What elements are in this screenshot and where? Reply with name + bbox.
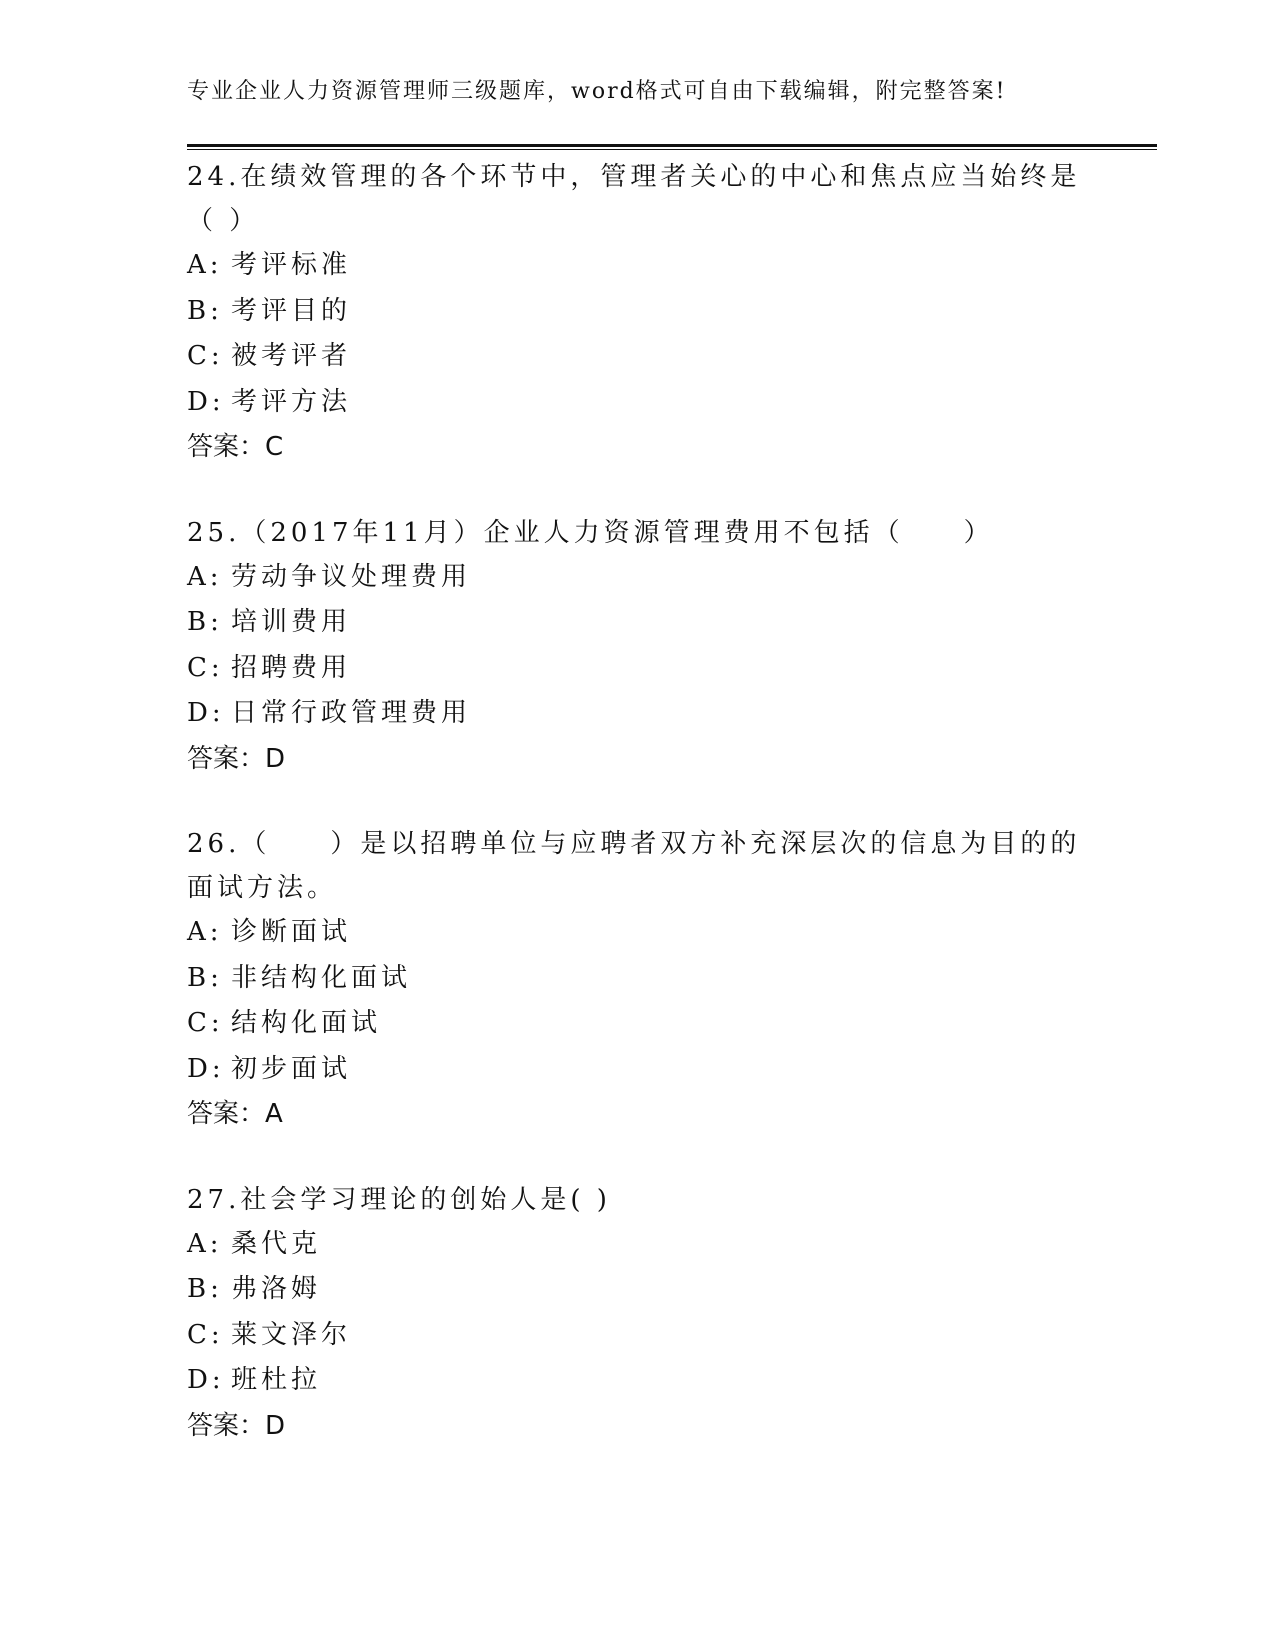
option-key: A: — [187, 250, 223, 280]
answer-label: 答案： — [187, 1099, 266, 1129]
option-text: 莱文泽尔 — [231, 1319, 352, 1350]
option-text: 结构化面试 — [231, 1008, 382, 1038]
option-text: 班杜拉 — [231, 1365, 322, 1395]
option-text: 招聘费用 — [231, 652, 352, 683]
option-d — [187, 691, 1087, 737]
option-a — [187, 555, 1087, 601]
answer-value: D — [265, 743, 286, 774]
option-a — [187, 910, 1087, 956]
option-text: 考评方法 — [231, 386, 352, 417]
option-key: D: — [187, 386, 225, 417]
option-text: 考评目的 — [231, 295, 352, 326]
option-key: A: — [187, 1228, 223, 1259]
option-text: 弗洛姆 — [231, 1274, 322, 1304]
question-24 — [187, 155, 1087, 471]
option-text: 被考评者 — [231, 341, 352, 371]
option-key: C: — [187, 341, 224, 371]
option-b — [187, 1267, 1087, 1313]
answer-line — [187, 1404, 1087, 1450]
answer-line — [187, 1092, 1087, 1138]
answer-line — [187, 737, 1087, 783]
option-b — [187, 600, 1087, 646]
option-key: D: — [187, 698, 225, 728]
answer-value: A — [265, 1099, 283, 1129]
option-text: 考评标准 — [231, 250, 352, 280]
option-b — [187, 956, 1087, 1002]
option-key: D: — [187, 1053, 225, 1084]
option-key: A: — [187, 561, 223, 592]
question-25 — [187, 511, 1087, 783]
question-26 — [187, 822, 1087, 1138]
question-27 — [187, 1178, 1087, 1450]
option-key: D: — [187, 1365, 225, 1395]
answer-value: D — [265, 1410, 286, 1441]
option-a — [187, 1222, 1087, 1268]
option-key: C: — [187, 1319, 224, 1350]
option-c — [187, 334, 1087, 380]
option-text: 初步面试 — [231, 1053, 352, 1084]
option-text: 桑代克 — [231, 1228, 322, 1259]
option-d — [187, 1358, 1087, 1404]
page-header: 专业企业人力资源管理师三级题库，word格式可自由下载编辑，附完整答案! — [187, 79, 1007, 104]
option-c — [187, 1001, 1087, 1047]
option-d — [187, 1047, 1087, 1093]
answer-label: 答案： — [187, 1410, 266, 1441]
option-text: 劳动争议处理费用 — [231, 561, 472, 592]
option-key: A: — [187, 917, 223, 947]
option-key: B: — [187, 962, 223, 993]
option-key: B: — [187, 1274, 223, 1304]
question-list — [187, 155, 1087, 1489]
option-key: B: — [187, 295, 223, 326]
option-text: 非结构化面试 — [231, 962, 412, 993]
option-d — [187, 380, 1087, 426]
answer-label: 答案： — [187, 743, 266, 774]
question-stem: 27.社会学习理论的创始人是( ) — [187, 1184, 611, 1215]
question-stem: 25.（2017年11月）企业人力资源管理费用不包括（ ） — [187, 517, 994, 548]
option-text: 日常行政管理费用 — [231, 698, 472, 728]
answer-value: C — [265, 432, 284, 462]
option-text: 培训费用 — [231, 607, 352, 637]
header-rule-thick — [187, 144, 1157, 147]
option-a — [187, 243, 1087, 289]
option-text: 诊断面试 — [231, 917, 352, 947]
answer-line — [187, 425, 1087, 471]
option-c — [187, 1313, 1087, 1359]
option-key: B: — [187, 607, 223, 637]
question-stem: 24.在绩效管理的各个环节中，管理者关心的中心和焦点应当始终是（ ） — [187, 162, 1081, 236]
option-key: C: — [187, 1008, 224, 1038]
question-stem: 26.（ ）是以招聘单位与应聘者双方补充深层次的信息为目的的面试方法。 — [187, 829, 1081, 903]
header-rule-thin — [187, 149, 1157, 150]
option-c — [187, 646, 1087, 692]
option-b — [187, 289, 1087, 335]
option-key: C: — [187, 652, 224, 683]
answer-label: 答案： — [187, 432, 266, 462]
